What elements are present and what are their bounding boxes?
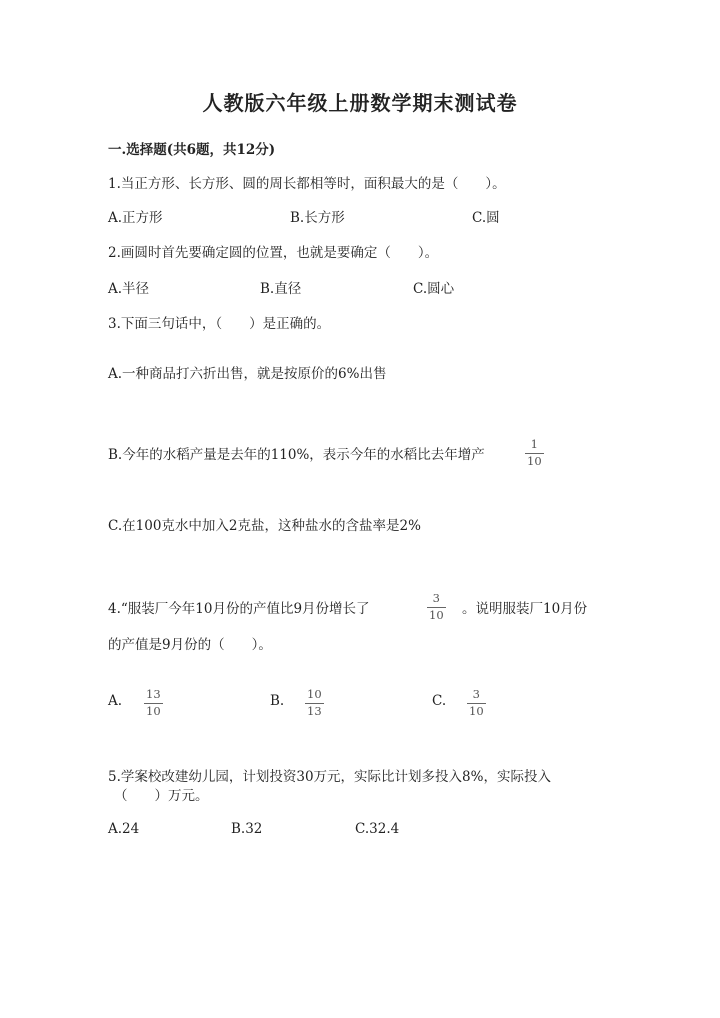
question-5-option-a[interactable]: A.24 — [108, 821, 140, 837]
fraction-numerator: 13 — [146, 687, 161, 701]
question-4-option-a-label[interactable]: A. — [108, 693, 123, 709]
fraction-numerator: 10 — [307, 687, 322, 701]
fraction-denominator: 13 — [307, 703, 322, 718]
question-5-text-line1: 5.学案校改建幼儿园，计划投资30万元，实际比计划多投入8%，实际投入 — [108, 769, 551, 785]
fraction-numerator: 3 — [472, 687, 480, 701]
question-1-option-c[interactable]: C.圆 — [472, 210, 500, 226]
question-2-text: 2.画圆时首先要确定圆的位置，也就是要确定（ ）。 — [108, 245, 439, 261]
question-2-option-a[interactable]: A.半径 — [108, 281, 150, 297]
question-4-text-part2: 。说明服装厂10月份 — [462, 601, 588, 617]
question-4-option-a-fraction[interactable] — [144, 689, 163, 717]
question-5-option-b[interactable]: B.32 — [231, 821, 263, 837]
page-title: 人教版六年级上册数学期末测试卷 — [202, 91, 518, 115]
question-3-option-c[interactable]: C.在100克水中加入2克盐，这种盐水的含盐率是2% — [108, 518, 421, 534]
fraction-denominator: 10 — [429, 607, 444, 622]
question-4-option-b-label[interactable]: B. — [270, 693, 285, 709]
fraction-denominator: 10 — [469, 703, 484, 718]
question-4-option-c-fraction[interactable] — [467, 689, 486, 717]
question-4-option-c-label[interactable]: C. — [432, 693, 447, 709]
question-1-text: 1.当正方形、长方形、圆的周长都相等时，面积最大的是（ ）。 — [108, 176, 506, 192]
question-4-option-b-fraction[interactable] — [305, 689, 324, 717]
question-3-option-a[interactable]: A.一种商品打六折出售，就是按原价的6%出售 — [108, 366, 387, 382]
fraction-denominator: 10 — [146, 703, 161, 718]
fraction-denominator: 10 — [527, 453, 542, 468]
fraction-numerator: 3 — [432, 591, 440, 605]
question-3-text: 3.下面三句话中，（ ）是正确的。 — [108, 316, 331, 332]
question-5-option-c[interactable]: C.32.4 — [355, 821, 400, 837]
question-1-option-a[interactable]: A.正方形 — [108, 210, 163, 226]
fraction-numerator: 1 — [530, 437, 538, 451]
section-heading: 一.选择题(共6题，共12分) — [108, 142, 276, 158]
question-5-text-line2: （ ）万元。 — [114, 788, 209, 804]
question-3-option-b-fraction — [525, 439, 544, 467]
question-2-option-b[interactable]: B.直径 — [260, 281, 302, 297]
question-4-stem-fraction — [427, 593, 446, 621]
question-1-option-b[interactable]: B.长方形 — [290, 210, 345, 226]
question-3-option-b[interactable]: B.今年的水稻产量是去年的110%，表示今年的水稻比去年增产 — [108, 447, 485, 463]
question-4-text-part1: 4.“服装厂今年10月份的产值比9月份增长了 — [108, 601, 370, 617]
question-2-option-c[interactable]: C.圆心 — [413, 281, 455, 297]
question-4-text-line2: 的产值是9月份的（ ）。 — [108, 637, 272, 653]
